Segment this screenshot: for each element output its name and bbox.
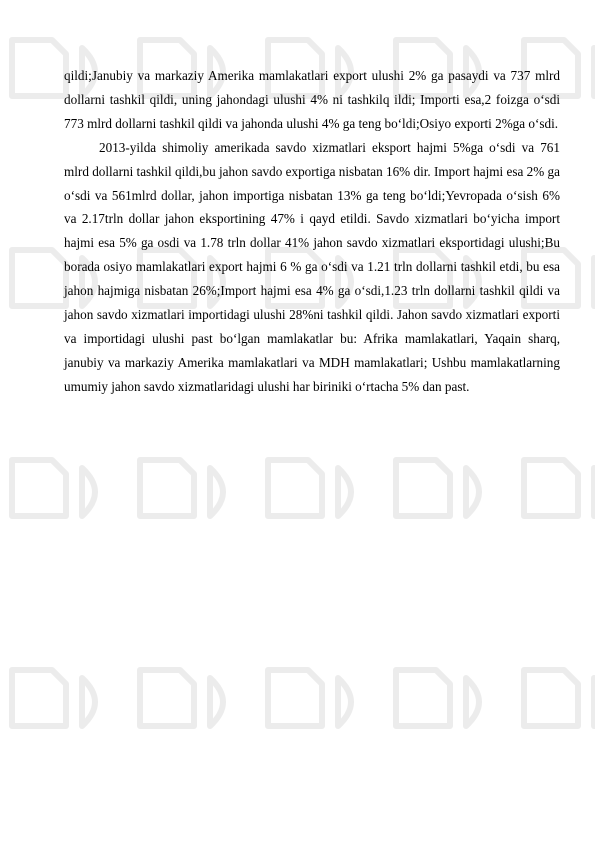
paragraph-2: 2013-yilda shimoliy amerikada savdo xizmatlari eksport hajmi 5%ga o‘sdi va 761 mlrd dollarni tashkil qildi,bu jahon savdo exportiga nisbatan 16% dir. Import hajmi esa 2% ga o‘sdi va 561mlrd dollar, jahon importiga nisbatan 13% ga teng bo‘ldi;Yevropada o‘sish 6% va 2.17trln dollar jahon eksportining 47% i qayd etildi. Savdo xizmatlari bo‘yicha import hajmi esa 5% ga osdi va 1.78 trln dollar 41% jahon savdo xizmatlari eksportidagi ulushi;Bu borada osiyo mamlakatlari export hajmi 6 % ga o‘sdi va 1.21 trln dollarni tashkil etdi, bu esa jahon hajmiga nisbatan 26%;Import hajmi esa 4% ga o‘sdi,1.23 trln dollarni tashkil qildi va jahon savdo xizmatlari importidagi ulushi 28%ni tashkil qildi. Jahon savdo xizmatlari exporti va importidagi ulushi past bo‘lgan mamlakatlar bu: Afrika mamlakatlari, Yaqain sharq, janubiy va markaziy Amerika mamlakatlari va MDH mamlakatlari; Ushbu mamlakatlarning umumiy jahon savdo xizmatlaridagi ulushi har biriniki o‘rtacha 5% dan past. [64,139,560,394]
paragraph-1: qildi;Janubiy va markaziy Amerika mamlakatlari export ulushi 2% ga pasaydi va 737 mlrd dollarni tashkil qildi, uning jahondagi ulushi 4% ni tashkilq ildi; Importi esa,2 foizga o‘sdi 773 mlrd dollarni tashkil qildi va jahonda ulushi 4% ga teng bo‘ldi;Osiyo exporti 2%ga o‘sdi. [64,68,560,131]
document-body [64,64,560,399]
